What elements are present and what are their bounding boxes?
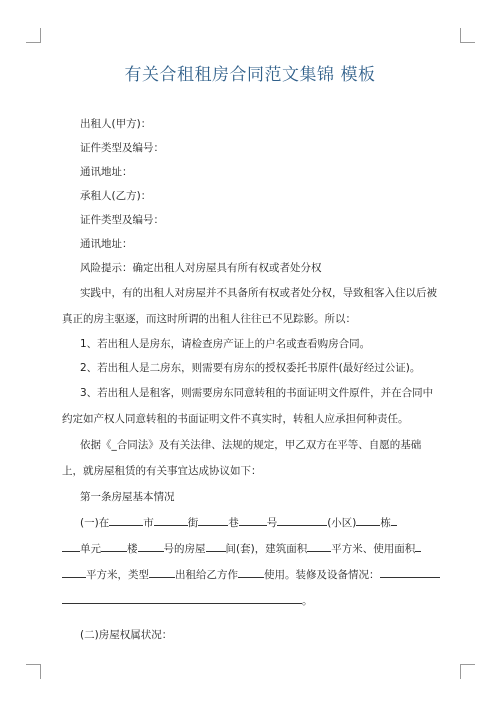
lessor-address-field: 通讯地址： [80,166,133,178]
section-2-heading: (二)房屋权属状况： [80,629,173,641]
lessee-field: 承租人(乙方)： [80,190,152,202]
floor-label: 楼 [127,543,138,555]
location-prefix: (一)在 [80,517,110,529]
item-2: 2、若出租人是二房东，则需要有房东的授权委托书原件(最好经过公证)。 [80,362,421,374]
lessee-id-field: 证件类型及编号： [80,214,164,226]
blank-rooms [206,540,226,552]
item-1: 1、若出租人是房东，请检查房产证上的户名或查看购房合同。 [80,338,371,350]
crop-mark-top-left [26,28,41,43]
unit-label: 单元 [80,543,101,555]
document-title: 有关合租租房合同范文集锦 模板 [124,65,376,85]
basis-paragraph: 依据《_合同法》及有关法律、法规的规定，甲乙双方在平等、自愿的基础上，就房屋租赁的有关事宜达成协议如下： [62,439,422,477]
building-label: 栋 [380,517,391,529]
blank-community [277,514,327,526]
number-label: 号 [266,517,278,529]
fill-line-2 [62,536,440,562]
practice-paragraph: 实践中，有的出租人对房屋并不具备所有权或者处分权，导致租客入住以后被真正的房主驱逐，而这时所谓的出租人往往已不见踪影。所以： [62,287,437,325]
risk-tip: 风险提示：确定出租人对房屋具有所有权或者处分权 [80,262,322,274]
blank-building-no [62,540,80,552]
blank-lane [198,514,228,526]
blank-floor [138,540,164,552]
city-label: 市 [143,517,154,529]
lessee-address-field: 通讯地址： [80,238,133,250]
room-label: 号的房屋 [163,543,206,555]
area-label: 平方米、使用面积 [331,543,416,555]
blank-use [238,566,264,578]
street-label: 街 [187,517,199,529]
item-3: 3、若出租人是租客，则需要房东同意转租的书面证明文件原件，并在合同中约定如产权人同意转租的书面证明文件不真实时，转租人应承担何种责任。 [62,387,434,425]
blank-number [239,514,267,526]
lease-label: 出租给乙方作 [175,569,238,581]
article-1-heading: 第一条房屋基本情况 [80,491,175,503]
blank-district [109,514,143,526]
line-end-period: 。 [302,595,313,607]
blank-equipment-2 [62,592,302,604]
community-label: (小区) [327,517,357,529]
blank-building-area [307,540,331,552]
blank-building-tail [391,514,397,526]
rooms-label: 间(套)，建筑面积 [225,543,308,555]
blank-street [154,514,188,526]
type-label: 平方米，类型 [86,569,149,581]
lane-label: 巷 [228,517,239,529]
lessor-id-field: 证件类型及编号： [80,142,164,154]
blank-type [149,566,175,578]
document-body [62,112,440,648]
fill-line-1 [62,510,440,536]
blank-equipment [380,566,440,578]
lessor-field: 出租人(甲方)： [80,118,152,130]
blank-usable-area [415,540,421,552]
fill-line-3 [62,562,440,588]
blank-building [356,514,380,526]
crop-mark-top-right [460,28,475,43]
use-label: 使用。装修及设备情况： [264,569,380,581]
blank-unit [101,540,127,552]
crop-mark-bottom-right [460,664,475,679]
fill-line-4 [62,588,440,614]
crop-mark-bottom-left [26,664,41,679]
blank-usable-area-2 [62,566,86,578]
